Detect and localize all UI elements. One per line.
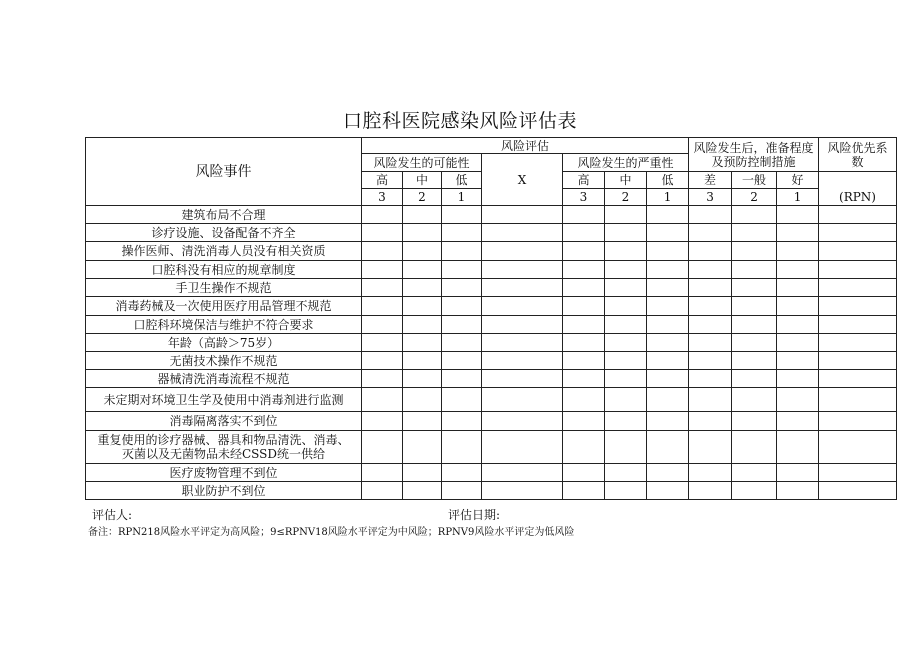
score-cell[interactable] xyxy=(403,279,442,297)
score-cell[interactable] xyxy=(777,388,819,412)
risk-event-cell: 器械清洗消毒流程不规范 xyxy=(86,370,362,388)
score-cell[interactable] xyxy=(482,352,563,370)
score-cell[interactable] xyxy=(647,206,689,224)
score-cell[interactable] xyxy=(689,370,732,388)
header-possibility: 风险发生的可能性 xyxy=(362,154,482,172)
score-cell[interactable] xyxy=(732,482,777,500)
control-level-poor: 差 xyxy=(689,172,732,189)
score-cell[interactable] xyxy=(442,334,482,352)
score-cell[interactable] xyxy=(442,388,482,412)
score-cell[interactable] xyxy=(482,412,563,431)
score-cell[interactable] xyxy=(819,388,897,412)
score-cell[interactable] xyxy=(647,279,689,297)
score-cell[interactable] xyxy=(819,482,897,500)
score-cell[interactable] xyxy=(819,370,897,388)
assessment-date-label: 评估日期: xyxy=(448,508,501,522)
score-cell[interactable] xyxy=(647,431,689,464)
score-cell[interactable] xyxy=(362,464,403,482)
header-multiply: X xyxy=(482,154,563,206)
control-score-1: 1 xyxy=(777,189,819,206)
table-row xyxy=(86,224,897,242)
risk-event-cell: 口腔科环境保洁与维护不符合要求 xyxy=(86,316,362,334)
score-cell[interactable] xyxy=(605,370,647,388)
score-cell[interactable] xyxy=(563,352,605,370)
score-cell[interactable] xyxy=(563,242,605,261)
possibility-level-low: 低 xyxy=(442,172,482,189)
score-cell[interactable] xyxy=(362,242,403,261)
severity-level-mid: 中 xyxy=(605,172,647,189)
score-cell[interactable] xyxy=(689,388,732,412)
possibility-level-mid: 中 xyxy=(403,172,442,189)
table-row xyxy=(86,297,897,316)
score-cell[interactable] xyxy=(563,316,605,334)
score-cell[interactable] xyxy=(362,370,403,388)
score-cell[interactable] xyxy=(403,297,442,316)
risk-event-cell: 手卫生操作不规范 xyxy=(86,279,362,297)
score-cell[interactable] xyxy=(442,316,482,334)
score-cell[interactable] xyxy=(732,388,777,412)
score-cell[interactable] xyxy=(647,482,689,500)
score-cell[interactable] xyxy=(689,297,732,316)
score-cell[interactable] xyxy=(819,431,897,464)
score-cell[interactable] xyxy=(819,261,897,279)
score-cell[interactable] xyxy=(403,261,442,279)
score-cell[interactable] xyxy=(819,352,897,370)
risk-event-cell: 操作医师、清洗消毒人员没有相关资质 xyxy=(86,242,362,261)
score-cell[interactable] xyxy=(362,482,403,500)
score-cell[interactable] xyxy=(403,352,442,370)
table-row xyxy=(86,316,897,334)
score-cell[interactable] xyxy=(647,316,689,334)
score-cell[interactable] xyxy=(403,370,442,388)
score-cell[interactable] xyxy=(563,482,605,500)
header-rpn: (RPN) xyxy=(819,172,897,206)
risk-event-cell: 诊疗设施、设备配备不齐全 xyxy=(86,224,362,242)
score-cell[interactable] xyxy=(689,464,732,482)
score-cell[interactable] xyxy=(647,261,689,279)
score-cell[interactable] xyxy=(605,464,647,482)
score-cell[interactable] xyxy=(732,370,777,388)
score-cell[interactable] xyxy=(819,334,897,352)
score-cell[interactable] xyxy=(362,431,403,464)
score-cell[interactable] xyxy=(605,242,647,261)
score-cell[interactable] xyxy=(605,224,647,242)
score-cell[interactable] xyxy=(482,261,563,279)
score-cell[interactable] xyxy=(442,352,482,370)
control-score-3: 3 xyxy=(689,189,732,206)
score-cell[interactable] xyxy=(647,242,689,261)
score-cell[interactable] xyxy=(563,297,605,316)
score-cell[interactable] xyxy=(647,388,689,412)
score-cell[interactable] xyxy=(647,297,689,316)
control-level-fair: 一般 xyxy=(732,172,777,189)
score-cell[interactable] xyxy=(647,224,689,242)
score-cell[interactable] xyxy=(732,206,777,224)
score-cell[interactable] xyxy=(362,352,403,370)
risk-event-cell: 职业防护不到位 xyxy=(86,482,362,500)
score-cell[interactable] xyxy=(442,464,482,482)
score-cell[interactable] xyxy=(605,352,647,370)
risk-assessment-table xyxy=(85,137,897,500)
score-cell[interactable] xyxy=(777,279,819,297)
score-cell[interactable] xyxy=(482,316,563,334)
score-cell[interactable] xyxy=(732,279,777,297)
page-title: 口腔科医院感染风险评估表 xyxy=(342,110,577,132)
score-cell[interactable] xyxy=(777,224,819,242)
score-cell[interactable] xyxy=(605,206,647,224)
score-cell[interactable] xyxy=(482,431,563,464)
score-cell[interactable] xyxy=(689,224,732,242)
score-cell[interactable] xyxy=(689,431,732,464)
risk-event-cell: 建筑布局不合理 xyxy=(86,206,362,224)
possibility-score-3: 3 xyxy=(362,189,403,206)
table-row xyxy=(86,370,897,388)
score-cell[interactable] xyxy=(732,224,777,242)
score-cell[interactable] xyxy=(403,431,442,464)
score-cell[interactable] xyxy=(362,316,403,334)
risk-event-cell: 未定期对环境卫生学及使用中消毒剂进行监测 xyxy=(86,388,362,412)
table-row xyxy=(86,279,897,297)
severity-level-high: 高 xyxy=(563,172,605,189)
score-cell[interactable] xyxy=(482,482,563,500)
severity-score-2: 2 xyxy=(605,189,647,206)
possibility-score-1: 1 xyxy=(442,189,482,206)
score-cell[interactable] xyxy=(605,316,647,334)
score-cell[interactable] xyxy=(442,261,482,279)
risk-event-cell: 无菌技术操作不规范 xyxy=(86,352,362,370)
header-risk-assessment: 风险评估 xyxy=(362,138,689,154)
score-cell[interactable] xyxy=(563,431,605,464)
score-cell[interactable] xyxy=(777,206,819,224)
score-cell[interactable] xyxy=(689,482,732,500)
score-cell[interactable] xyxy=(442,431,482,464)
score-cell[interactable] xyxy=(482,334,563,352)
score-cell[interactable] xyxy=(563,261,605,279)
header-after-control: 风险发生后，准备程度及预防控制措施 xyxy=(689,138,819,172)
assessor-label: 评估人: xyxy=(92,508,133,522)
control-level-good: 好 xyxy=(777,172,819,189)
score-cell[interactable] xyxy=(442,412,482,431)
score-cell[interactable] xyxy=(732,464,777,482)
score-cell[interactable] xyxy=(647,334,689,352)
score-cell[interactable] xyxy=(362,388,403,412)
score-cell[interactable] xyxy=(777,370,819,388)
score-cell[interactable] xyxy=(563,224,605,242)
score-cell[interactable] xyxy=(732,352,777,370)
table-row xyxy=(86,431,897,464)
score-cell[interactable] xyxy=(605,261,647,279)
severity-level-low: 低 xyxy=(647,172,689,189)
score-cell[interactable] xyxy=(605,482,647,500)
score-cell[interactable] xyxy=(777,261,819,279)
score-cell[interactable] xyxy=(482,297,563,316)
score-cell[interactable] xyxy=(819,242,897,261)
score-cell[interactable] xyxy=(647,370,689,388)
severity-score-3: 3 xyxy=(563,189,605,206)
score-cell[interactable] xyxy=(442,482,482,500)
score-cell[interactable] xyxy=(605,412,647,431)
score-cell[interactable] xyxy=(777,352,819,370)
score-cell[interactable] xyxy=(482,464,563,482)
score-cell[interactable] xyxy=(605,297,647,316)
score-cell[interactable] xyxy=(362,224,403,242)
score-cell[interactable] xyxy=(647,412,689,431)
score-cell[interactable] xyxy=(777,412,819,431)
possibility-score-2: 2 xyxy=(403,189,442,206)
score-cell[interactable] xyxy=(732,334,777,352)
score-cell[interactable] xyxy=(482,224,563,242)
score-cell[interactable] xyxy=(689,261,732,279)
score-cell[interactable] xyxy=(563,206,605,224)
score-cell[interactable] xyxy=(689,206,732,224)
score-cell[interactable] xyxy=(732,297,777,316)
table-row xyxy=(86,464,897,482)
score-cell[interactable] xyxy=(689,242,732,261)
score-cell[interactable] xyxy=(605,279,647,297)
table-row xyxy=(86,206,897,224)
score-cell[interactable] xyxy=(819,224,897,242)
score-cell[interactable] xyxy=(819,464,897,482)
risk-event-cell: 消毒隔离落实不到位 xyxy=(86,412,362,431)
score-cell[interactable] xyxy=(563,412,605,431)
score-cell[interactable] xyxy=(442,206,482,224)
header-severity: 风险发生的严重性 xyxy=(563,154,689,172)
score-cell[interactable] xyxy=(442,370,482,388)
score-cell[interactable] xyxy=(732,242,777,261)
score-cell[interactable] xyxy=(403,464,442,482)
score-cell[interactable] xyxy=(689,334,732,352)
score-cell[interactable] xyxy=(482,279,563,297)
score-cell[interactable] xyxy=(482,388,563,412)
score-cell[interactable] xyxy=(689,352,732,370)
score-cell[interactable] xyxy=(819,279,897,297)
score-cell[interactable] xyxy=(819,316,897,334)
score-cell[interactable] xyxy=(362,279,403,297)
score-cell[interactable] xyxy=(732,261,777,279)
score-cell[interactable] xyxy=(442,279,482,297)
score-cell[interactable] xyxy=(777,297,819,316)
score-cell[interactable] xyxy=(647,464,689,482)
score-cell[interactable] xyxy=(442,242,482,261)
control-score-2: 2 xyxy=(732,189,777,206)
risk-event-cell: 重复使用的诊疗器械、器具和物品清洗、消毒、灭菌以及无菌物品未经CSSD统一供给 xyxy=(86,431,362,464)
score-cell[interactable] xyxy=(647,352,689,370)
score-cell[interactable] xyxy=(362,297,403,316)
score-cell[interactable] xyxy=(403,242,442,261)
score-cell[interactable] xyxy=(777,464,819,482)
score-cell[interactable] xyxy=(403,206,442,224)
score-cell[interactable] xyxy=(362,206,403,224)
score-cell[interactable] xyxy=(605,431,647,464)
risk-event-cell: 年龄（高龄＞75岁） xyxy=(86,334,362,352)
score-cell[interactable] xyxy=(403,334,442,352)
score-cell[interactable] xyxy=(689,279,732,297)
table-row xyxy=(86,482,897,500)
score-cell[interactable] xyxy=(563,388,605,412)
score-cell[interactable] xyxy=(777,482,819,500)
score-cell[interactable] xyxy=(362,334,403,352)
score-cell[interactable] xyxy=(482,370,563,388)
score-cell[interactable] xyxy=(403,388,442,412)
possibility-level-high: 高 xyxy=(362,172,403,189)
score-cell[interactable] xyxy=(819,206,897,224)
score-cell[interactable] xyxy=(732,412,777,431)
score-cell[interactable] xyxy=(605,388,647,412)
score-cell[interactable] xyxy=(563,279,605,297)
score-cell[interactable] xyxy=(732,316,777,334)
footnote: 备注：RPN218风险水平评定为高风险；9≤RPNV18风险水平评定为中风险；RPNV9风险水平评定为低风险 xyxy=(88,527,575,538)
table-row xyxy=(86,352,897,370)
score-cell[interactable] xyxy=(777,334,819,352)
risk-event-cell: 口腔科没有相应的规章制度 xyxy=(86,261,362,279)
score-cell[interactable] xyxy=(362,261,403,279)
score-cell[interactable] xyxy=(819,297,897,316)
score-cell[interactable] xyxy=(777,316,819,334)
score-cell[interactable] xyxy=(442,224,482,242)
table-row xyxy=(86,261,897,279)
table-row xyxy=(86,412,897,431)
score-cell[interactable] xyxy=(605,334,647,352)
table-row xyxy=(86,334,897,352)
header-risk-event: 风险事件 xyxy=(86,138,362,206)
score-cell[interactable] xyxy=(689,316,732,334)
score-cell[interactable] xyxy=(403,482,442,500)
score-cell[interactable] xyxy=(403,224,442,242)
score-cell[interactable] xyxy=(689,412,732,431)
score-cell[interactable] xyxy=(482,242,563,261)
score-cell[interactable] xyxy=(777,431,819,464)
score-cell[interactable] xyxy=(563,334,605,352)
score-cell[interactable] xyxy=(362,412,403,431)
score-cell[interactable] xyxy=(563,464,605,482)
score-cell[interactable] xyxy=(403,412,442,431)
table-row xyxy=(86,388,897,412)
score-cell[interactable] xyxy=(732,431,777,464)
score-cell[interactable] xyxy=(403,316,442,334)
header-priority: 风险优先系数 xyxy=(819,138,897,172)
score-cell[interactable] xyxy=(482,206,563,224)
risk-event-cell: 消毒药械及一次使用医疗用品管理不规范 xyxy=(86,297,362,316)
score-cell[interactable] xyxy=(777,242,819,261)
severity-score-1: 1 xyxy=(647,189,689,206)
table-row xyxy=(86,242,897,261)
score-cell[interactable] xyxy=(442,297,482,316)
score-cell[interactable] xyxy=(563,370,605,388)
score-cell[interactable] xyxy=(819,412,897,431)
risk-event-cell: 医疗废物管理不到位 xyxy=(86,464,362,482)
